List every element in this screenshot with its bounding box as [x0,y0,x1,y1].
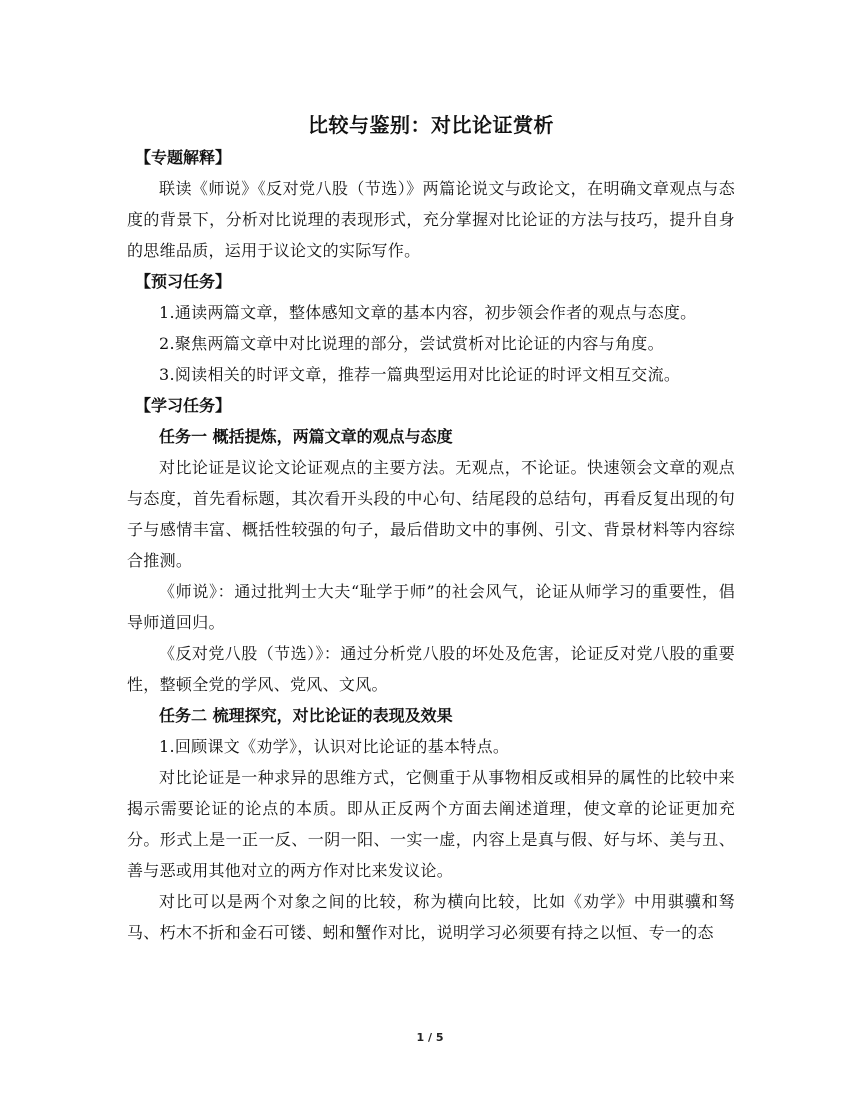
preview-item-2: 2.聚焦两篇文章中对比说理的部分，尝试赏析对比论证的内容与角度。 [159,334,664,353]
document-title: 比较与鉴别：对比论证赏析 [308,113,554,137]
section-heading-learning: 【学习任务】 [135,396,232,415]
section-heading-explanation: 【专题解释】 [135,148,232,167]
task-1-paragraph: 对比论证是议论文论证观点的主要方法。无观点，不论证。快速领会文章的观点与态度，首先看标题，其次看开头段的中心句、结尾段的总结句，再看反复出现的句子与感情丰富、概括性较强的句子，最后借助文中的事例、引文、背景材料等内容综合推测。 [127,458,735,570]
task-2-paragraph: 1.回顾课文《劝学》，认识对比论证的基本特点。 [159,737,510,756]
task-2-heading: 任务二 梳理探究，对比论证的表现及效果 [159,706,453,725]
section-heading-preview: 【预习任务】 [135,272,232,291]
task-1-heading: 任务一 概括提炼，两篇文章的观点与态度 [159,427,453,446]
preview-item-3: 3.阅读相关的时评文章，推荐一篇典型运用对比论证的时评文相互交流。 [159,365,681,384]
page-number: 1 / 5 [416,1031,444,1044]
preview-item-1: 1.通读两篇文章，整体感知文章的基本内容，初步领会作者的观点与态度。 [159,303,697,322]
document-body [127,108,735,948]
task-1-paragraph: 《反对党八股（节选）》：通过分析党八股的坏处及危害，论证反对党八股的重要性，整顿全党的学风、党风、文风。 [127,644,735,694]
task-1-paragraph: 《师说》：通过批判士大夫“耻学于师”的社会风气，论证从师学习的重要性，倡导师道回归。 [127,582,735,632]
explanation-paragraph: 联读《师说》《反对党八股（节选）》两篇论说文与政论文，在明确文章观点与态度的背景下，分析对比说理的表现形式，充分掌握对比论证的方法与技巧，提升自身的思维品质，运用于议论文的实际写作。 [127,179,735,260]
task-2-paragraph: 对比论证是一种求异的思维方式，它侧重于从事物相反或相异的属性的比较中来揭示需要论证的论点的本质。即从正反两个方面去阐述道理，使文章的论证更加充分。形式上是一正一反、一阴一阳、一实一虚，内容上是真与假、好与坏、美与丑、善与恶或用其他对立的两方作对比来发议论。 [127,768,735,880]
task-2-paragraph: 对比可以是两个对象之间的比较，称为横向比较，比如《劝学》中用骐骥和驽马、朽木不折和金石可镂、蚓和蟹作对比，说明学习必须要有持之以恒、专一的态 [127,892,735,942]
